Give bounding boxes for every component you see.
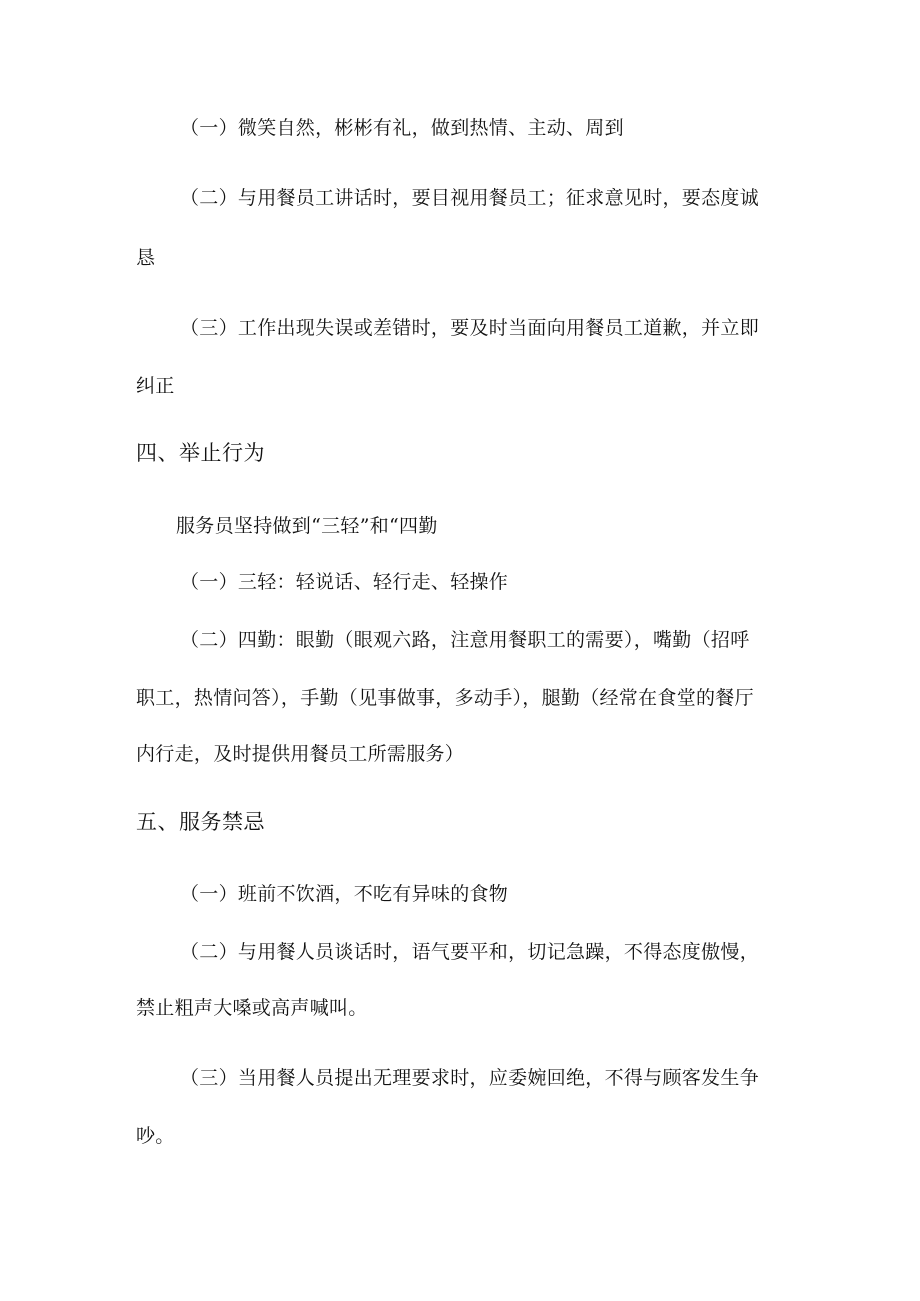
paragraph-10-line-1: （二）与用餐人员谈话时，语气要平和，切记急躁，不得态度傲慢， bbox=[180, 941, 760, 963]
paragraph-7-line-2: 职工，热情问答），手勤（见事做事，多动手），腿勤（经常在食堂的餐厅 bbox=[136, 687, 754, 709]
paragraph-5-line-1: 服务员坚持做到“三轻”和“四勤 bbox=[176, 515, 438, 537]
section-heading-five: 五、服务禁忌 bbox=[136, 810, 265, 834]
paragraph-3-line-2: 纠正 bbox=[136, 375, 175, 397]
paragraph-1-line-1: （一）微笑自然，彬彬有礼，做到热情、主动、周到 bbox=[180, 117, 624, 139]
paragraph-2-line-1: （二）与用餐员工讲话时，要目视用餐员工；征求意见时，要态度诚 bbox=[180, 187, 760, 209]
paragraph-6-line-1: （一）三轻：轻说话、轻行走、轻操作 bbox=[180, 571, 509, 593]
paragraph-7-line-3: 内行走，及时提供用餐员工所需服务） bbox=[136, 743, 465, 765]
paragraph-10-line-2: 禁止粗声大嗓或高声喊叫。 bbox=[136, 997, 368, 1019]
paragraph-2-line-2: 恳 bbox=[136, 247, 156, 269]
paragraph-11-line-2: 吵。 bbox=[136, 1125, 175, 1147]
paragraph-3-line-1: （三）工作出现失误或差错时，要及时当面向用餐员工道歉，并立即 bbox=[180, 317, 760, 339]
paragraph-7-line-1: （二）四勤：眼勤（眼观六路，注意用餐职工的需要），嘴勤（招呼 bbox=[180, 629, 750, 651]
section-heading-four: 四、举止行为 bbox=[136, 441, 265, 465]
paragraph-9-line-1: （一）班前不饮酒，不吃有异味的食物 bbox=[180, 883, 509, 905]
paragraph-11-line-1: （三）当用餐人员提出无理要求时，应委婉回绝，不得与顾客发生争 bbox=[180, 1067, 760, 1089]
